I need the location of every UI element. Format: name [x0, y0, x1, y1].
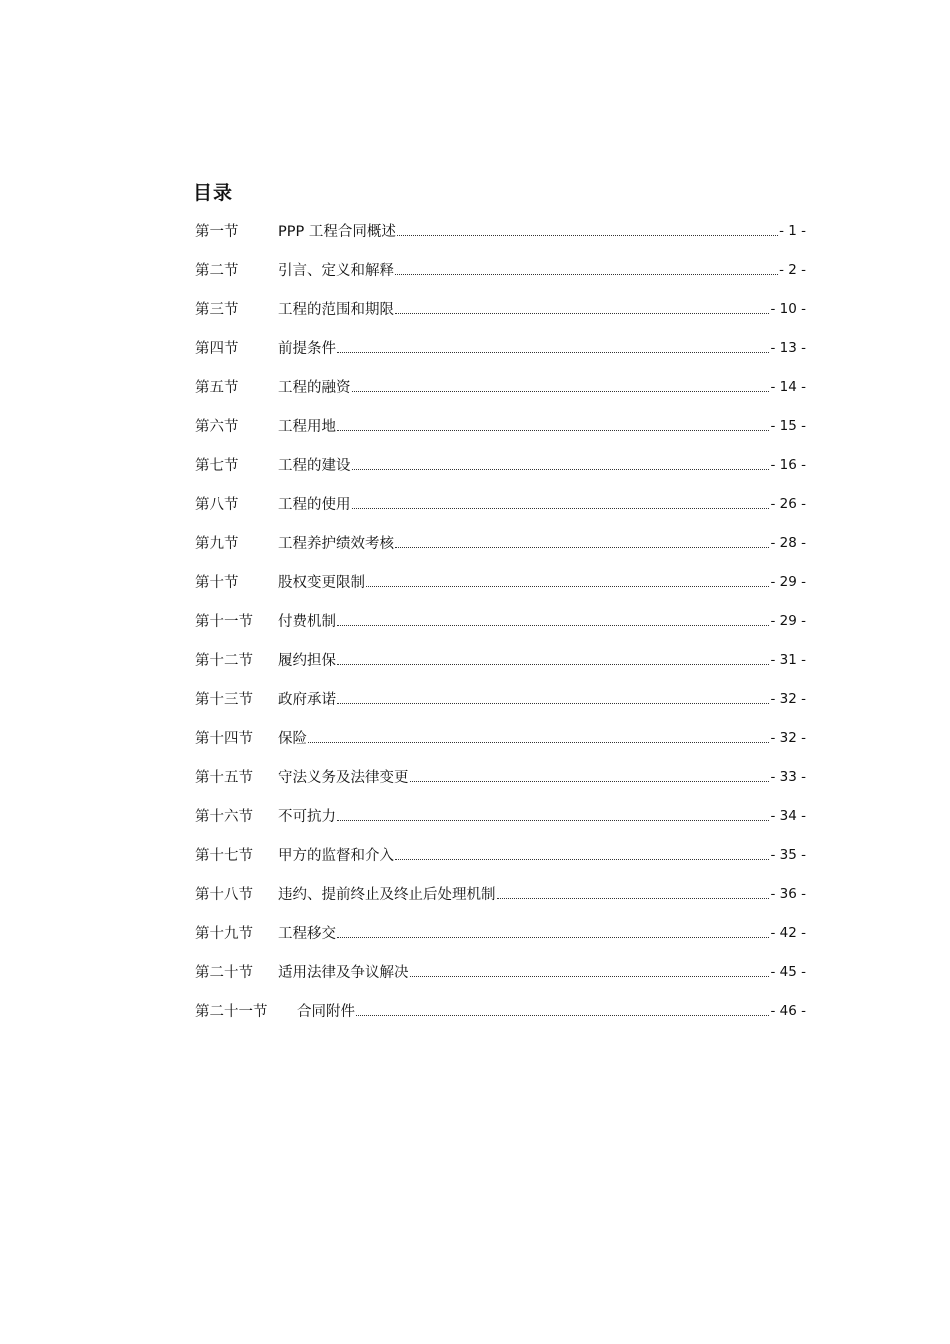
- toc-entry[interactable]: [195, 952, 806, 991]
- toc-entry-title: 前提条件: [278, 341, 336, 357]
- toc-entry[interactable]: [195, 835, 806, 874]
- toc-entry-page-number: - 42 -: [770, 924, 806, 941]
- toc-entry-title: 适用法律及争议解决: [278, 965, 409, 981]
- toc-entry-number: 第十三节: [195, 692, 253, 708]
- toc-entry-page-number: - 28 -: [770, 534, 806, 551]
- dot-leader: [337, 663, 769, 665]
- toc-entry-title: 工程用地: [278, 419, 336, 435]
- toc-entry[interactable]: [195, 796, 806, 835]
- toc-entry-number: 第七节: [195, 458, 239, 474]
- toc-entry-page-number: - 35 -: [770, 846, 806, 863]
- dot-leader: [366, 585, 769, 587]
- toc-entry-number: 第十二节: [195, 653, 253, 669]
- toc-entry-page-number: - 29 -: [770, 573, 806, 590]
- toc-entry[interactable]: [195, 289, 806, 328]
- table-of-contents: [195, 211, 806, 1030]
- toc-entry-number: 第十八节: [195, 887, 253, 903]
- dot-leader: [337, 819, 769, 821]
- toc-entry-title: 甲方的监督和介入: [278, 848, 394, 864]
- toc-entry-title: 违约、提前终止及终止后处理机制: [278, 887, 496, 903]
- toc-entry-page-number: - 34 -: [770, 807, 806, 824]
- toc-entry[interactable]: [195, 562, 806, 601]
- toc-entry-title: 工程养护绩效考核: [278, 536, 394, 552]
- dot-leader: [337, 702, 769, 704]
- toc-entry-number: 第十一节: [195, 614, 253, 630]
- toc-entry-title: 工程的建设: [278, 458, 351, 474]
- dot-leader: [395, 546, 769, 548]
- toc-entry-page-number: - 14 -: [770, 378, 806, 395]
- toc-entry-title: 引言、定义和解释: [278, 263, 394, 279]
- toc-entry[interactable]: [195, 718, 806, 757]
- toc-entry-title: 不可抗力: [278, 809, 336, 825]
- toc-entry-title: 保险: [278, 731, 307, 747]
- toc-entry-title: 履约担保: [278, 653, 336, 669]
- toc-entry-page-number: - 46 -: [770, 1002, 806, 1019]
- toc-entry-title: 合同附件: [297, 1004, 355, 1020]
- toc-entry-number: 第四节: [195, 341, 239, 357]
- toc-entry-number: 第九节: [195, 536, 239, 552]
- toc-entry-page-number: - 32 -: [770, 729, 806, 746]
- toc-entry[interactable]: [195, 874, 806, 913]
- toc-entry-title: 股权变更限制: [278, 575, 365, 591]
- toc-entry[interactable]: [195, 601, 806, 640]
- toc-entry[interactable]: [195, 211, 806, 250]
- toc-entry[interactable]: [195, 679, 806, 718]
- toc-entry[interactable]: [195, 367, 806, 406]
- toc-entry-number: 第十五节: [195, 770, 253, 786]
- toc-entry-number: 第五节: [195, 380, 239, 396]
- toc-entry-page-number: - 2 -: [779, 261, 806, 278]
- toc-entry-number: 第一节: [195, 224, 239, 240]
- toc-entry-page-number: - 10 -: [770, 300, 806, 317]
- dot-leader: [352, 507, 770, 509]
- dot-leader: [410, 975, 770, 977]
- toc-entry[interactable]: [195, 523, 806, 562]
- toc-entry-page-number: - 31 -: [770, 651, 806, 668]
- dot-leader: [395, 273, 778, 275]
- dot-leader: [308, 741, 769, 743]
- toc-entry-title: 工程的融资: [278, 380, 351, 396]
- dot-leader: [356, 1014, 769, 1016]
- toc-entry-number: 第十节: [195, 575, 239, 591]
- toc-entry[interactable]: [195, 991, 806, 1030]
- dot-leader: [410, 780, 770, 782]
- toc-entry[interactable]: [195, 484, 806, 523]
- dot-leader: [352, 468, 770, 470]
- toc-entry[interactable]: [195, 445, 806, 484]
- dot-leader: [337, 351, 769, 353]
- toc-entry-title: 工程的使用: [278, 497, 351, 513]
- toc-entry-number: 第十七节: [195, 848, 253, 864]
- dot-leader: [337, 624, 769, 626]
- toc-entry-page-number: - 33 -: [770, 768, 806, 785]
- toc-entry-number: 第十四节: [195, 731, 253, 747]
- toc-entry-page-number: - 16 -: [770, 456, 806, 473]
- dot-leader: [497, 897, 770, 899]
- dot-leader: [395, 312, 769, 314]
- toc-entry-title: 工程移交: [278, 926, 336, 942]
- toc-entry-number: 第二十一节: [195, 1004, 268, 1020]
- toc-entry[interactable]: [195, 250, 806, 289]
- toc-entry-page-number: - 1 -: [779, 222, 806, 239]
- toc-entry-number: 第三节: [195, 302, 239, 318]
- toc-entry-page-number: - 32 -: [770, 690, 806, 707]
- toc-entry-number: 第十九节: [195, 926, 253, 942]
- dot-leader: [337, 936, 769, 938]
- toc-entry-title: 付费机制: [278, 614, 336, 630]
- toc-entry-page-number: - 15 -: [770, 417, 806, 434]
- toc-entry-page-number: - 29 -: [770, 612, 806, 629]
- dot-leader: [395, 858, 769, 860]
- toc-entry-page-number: - 13 -: [770, 339, 806, 356]
- toc-title: 目录: [193, 182, 234, 204]
- toc-entry-number: 第二节: [195, 263, 239, 279]
- toc-entry-number: 第八节: [195, 497, 239, 513]
- toc-entry-number: 第二十节: [195, 965, 253, 981]
- toc-entry[interactable]: [195, 757, 806, 796]
- toc-entry[interactable]: [195, 406, 806, 445]
- toc-entry[interactable]: [195, 328, 806, 367]
- toc-entry-number: 第六节: [195, 419, 239, 435]
- dot-leader: [397, 234, 778, 236]
- toc-entry[interactable]: [195, 640, 806, 679]
- toc-entry-title: 守法义务及法律变更: [278, 770, 409, 786]
- toc-entry-title: 政府承诺: [278, 692, 336, 708]
- dot-leader: [352, 390, 770, 392]
- toc-entry-page-number: - 36 -: [770, 885, 806, 902]
- toc-entry-title: 工程的范围和期限: [278, 302, 394, 318]
- dot-leader: [337, 429, 769, 431]
- toc-entry-page-number: - 26 -: [770, 495, 806, 512]
- toc-entry[interactable]: [195, 913, 806, 952]
- toc-entry-title: PPP 工程合同概述: [278, 224, 396, 240]
- toc-entry-number: 第十六节: [195, 809, 253, 825]
- toc-entry-page-number: - 45 -: [770, 963, 806, 980]
